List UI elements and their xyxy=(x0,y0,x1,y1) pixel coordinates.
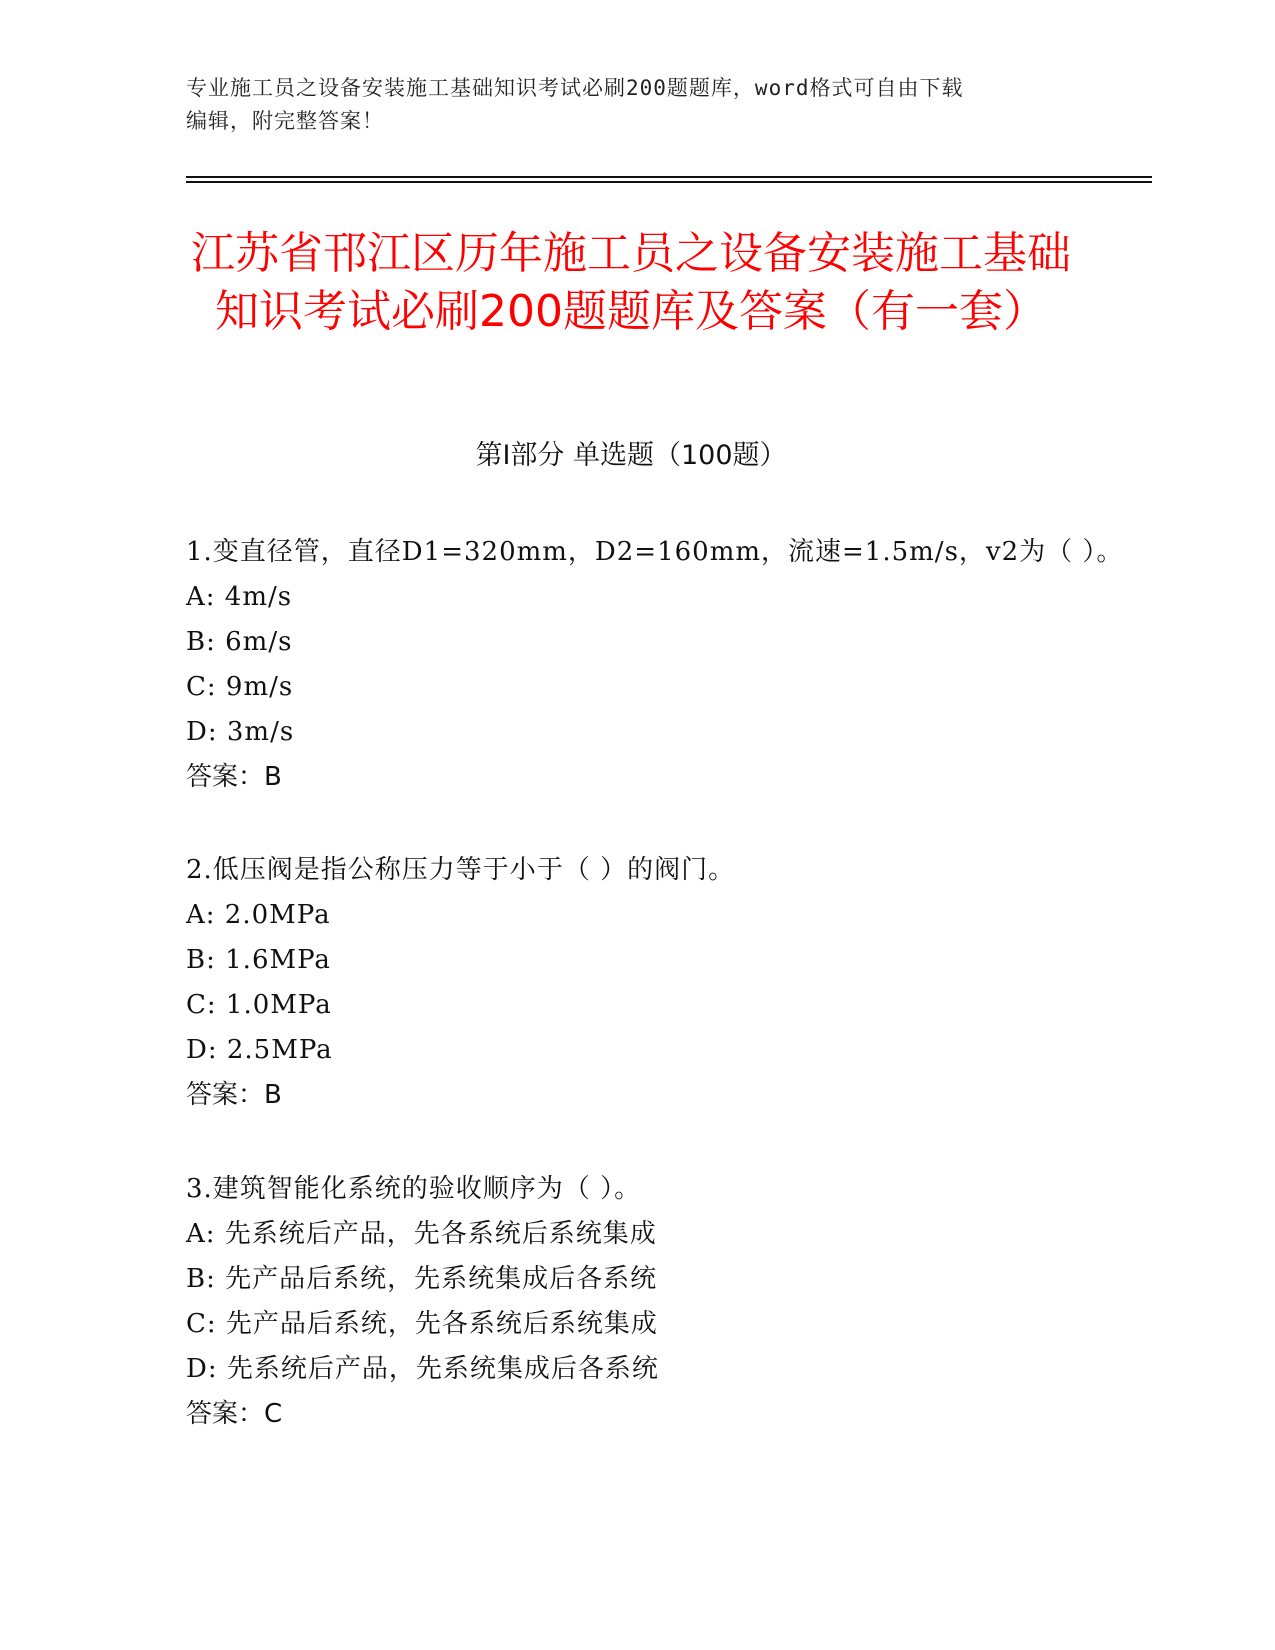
answer: 答案：B xyxy=(186,762,282,792)
section-title: 第I部分 单选题（100题） xyxy=(475,440,787,471)
option-a: A: 4m/s xyxy=(186,582,293,612)
header-note-line-1: 专业施工员之设备安装施工基础知识考试必刷200题题库，word格式可自由下载 xyxy=(186,76,964,100)
option-b: B: 1.6MPa xyxy=(186,945,331,975)
question-2 xyxy=(186,848,1086,1118)
option-c: C: 9m/s xyxy=(186,672,294,702)
question-3 xyxy=(186,1167,1086,1437)
document-title: 江苏省邗江区历年施工员之设备安装施工基础知识考试必刷200题题库及答案（有一套） xyxy=(191,228,1071,337)
option-d: D: 3m/s xyxy=(186,717,295,747)
header-note-line-2: 编辑，附完整答案！ xyxy=(186,109,384,133)
question-1 xyxy=(186,530,1124,800)
answer: 答案：C xyxy=(186,1399,283,1429)
header-divider-bottom xyxy=(186,181,1152,183)
option-d: D: 2.5MPa xyxy=(186,1035,333,1065)
header-note xyxy=(186,72,1076,138)
question-stem: 1.变直径管，直径D1=320mm，D2=160mm，流速=1.5m/s，v2为（ ）。 xyxy=(186,537,1124,567)
answer: 答案：B xyxy=(186,1080,282,1110)
option-c: C: 1.0MPa xyxy=(186,990,332,1020)
question-stem: 3.建筑智能化系统的验收顺序为（ ）。 xyxy=(186,1174,642,1204)
option-a: A: 先系统后产品，先各系统后系统集成 xyxy=(186,1219,657,1249)
option-a: A: 2.0MPa xyxy=(186,900,331,930)
option-c: C: 先产品后系统，先各系统后系统集成 xyxy=(186,1309,658,1339)
option-b: B: 6m/s xyxy=(186,627,293,657)
header-divider-top xyxy=(186,176,1152,178)
option-d: D: 先系统后产品，先系统集成后各系统 xyxy=(186,1354,659,1384)
question-stem: 2.低压阀是指公称压力等于小于（ ）的阀门。 xyxy=(186,855,736,885)
option-b: B: 先产品后系统，先系统集成后各系统 xyxy=(186,1264,658,1294)
